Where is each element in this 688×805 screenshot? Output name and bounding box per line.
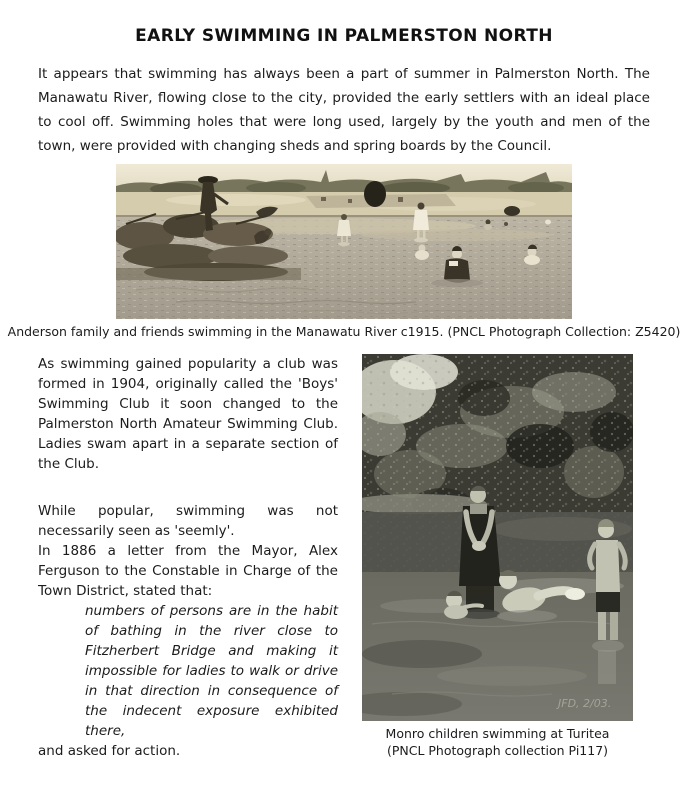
photo-monro-turitea xyxy=(362,354,633,759)
river-photo-caption: Anderson family and friends swimming in the Manawatu River c1915. (PNCL Photograph Collection: Z5420) xyxy=(7,324,681,339)
turitea-photo-illustration xyxy=(362,354,633,721)
photo-anderson-river xyxy=(116,164,572,319)
paragraph-action: and asked for action. xyxy=(38,743,181,759)
photo-date-inscription: JFD, 2/03. xyxy=(558,697,612,710)
paragraph-club: As swimming gained popularity a club was formed in 1904, originally called the 'Boys' Swimming Club it soon changed to the Palmerston North Amateur Swimming Club. Ladies swam apart in a separate section of the Club. xyxy=(38,356,338,472)
article-text-column xyxy=(38,354,338,761)
paragraph-letter: In 1886 a letter from the Mayor, Alex Ferguson to the Constable in Charge of the Town District, stated that: xyxy=(38,543,338,599)
two-column-section xyxy=(38,354,688,761)
mayor-letter-quote: numbers of persons are in the habit of bathing in the river close to Fitzherbert Bridge and making it impossible for ladies to walk or drive in that direction in consequence of the indecent exposure exhibited there, xyxy=(85,603,338,739)
intro-paragraph: It appears that swimming has always been a part of summer in Palmerston North. The Manawatu River, flowing close to the city, provided the early settlers with an ideal place to cool off. Swimming holes that were long used, largely by the youth and men of the town, were provided with changing sheds and spring boards by the Council. xyxy=(38,66,650,154)
turitea-photo-caption: Monro children swimming at Turitea (PNCL Photograph collection Pi117) xyxy=(385,726,610,758)
paragraph-seemly: While popular, swimming was not necessarily seen as 'seemly'. xyxy=(38,503,338,539)
river-photo-illustration xyxy=(116,164,572,319)
page-title: EARLY SWIMMING IN PALMERSTON NORTH xyxy=(135,26,553,46)
